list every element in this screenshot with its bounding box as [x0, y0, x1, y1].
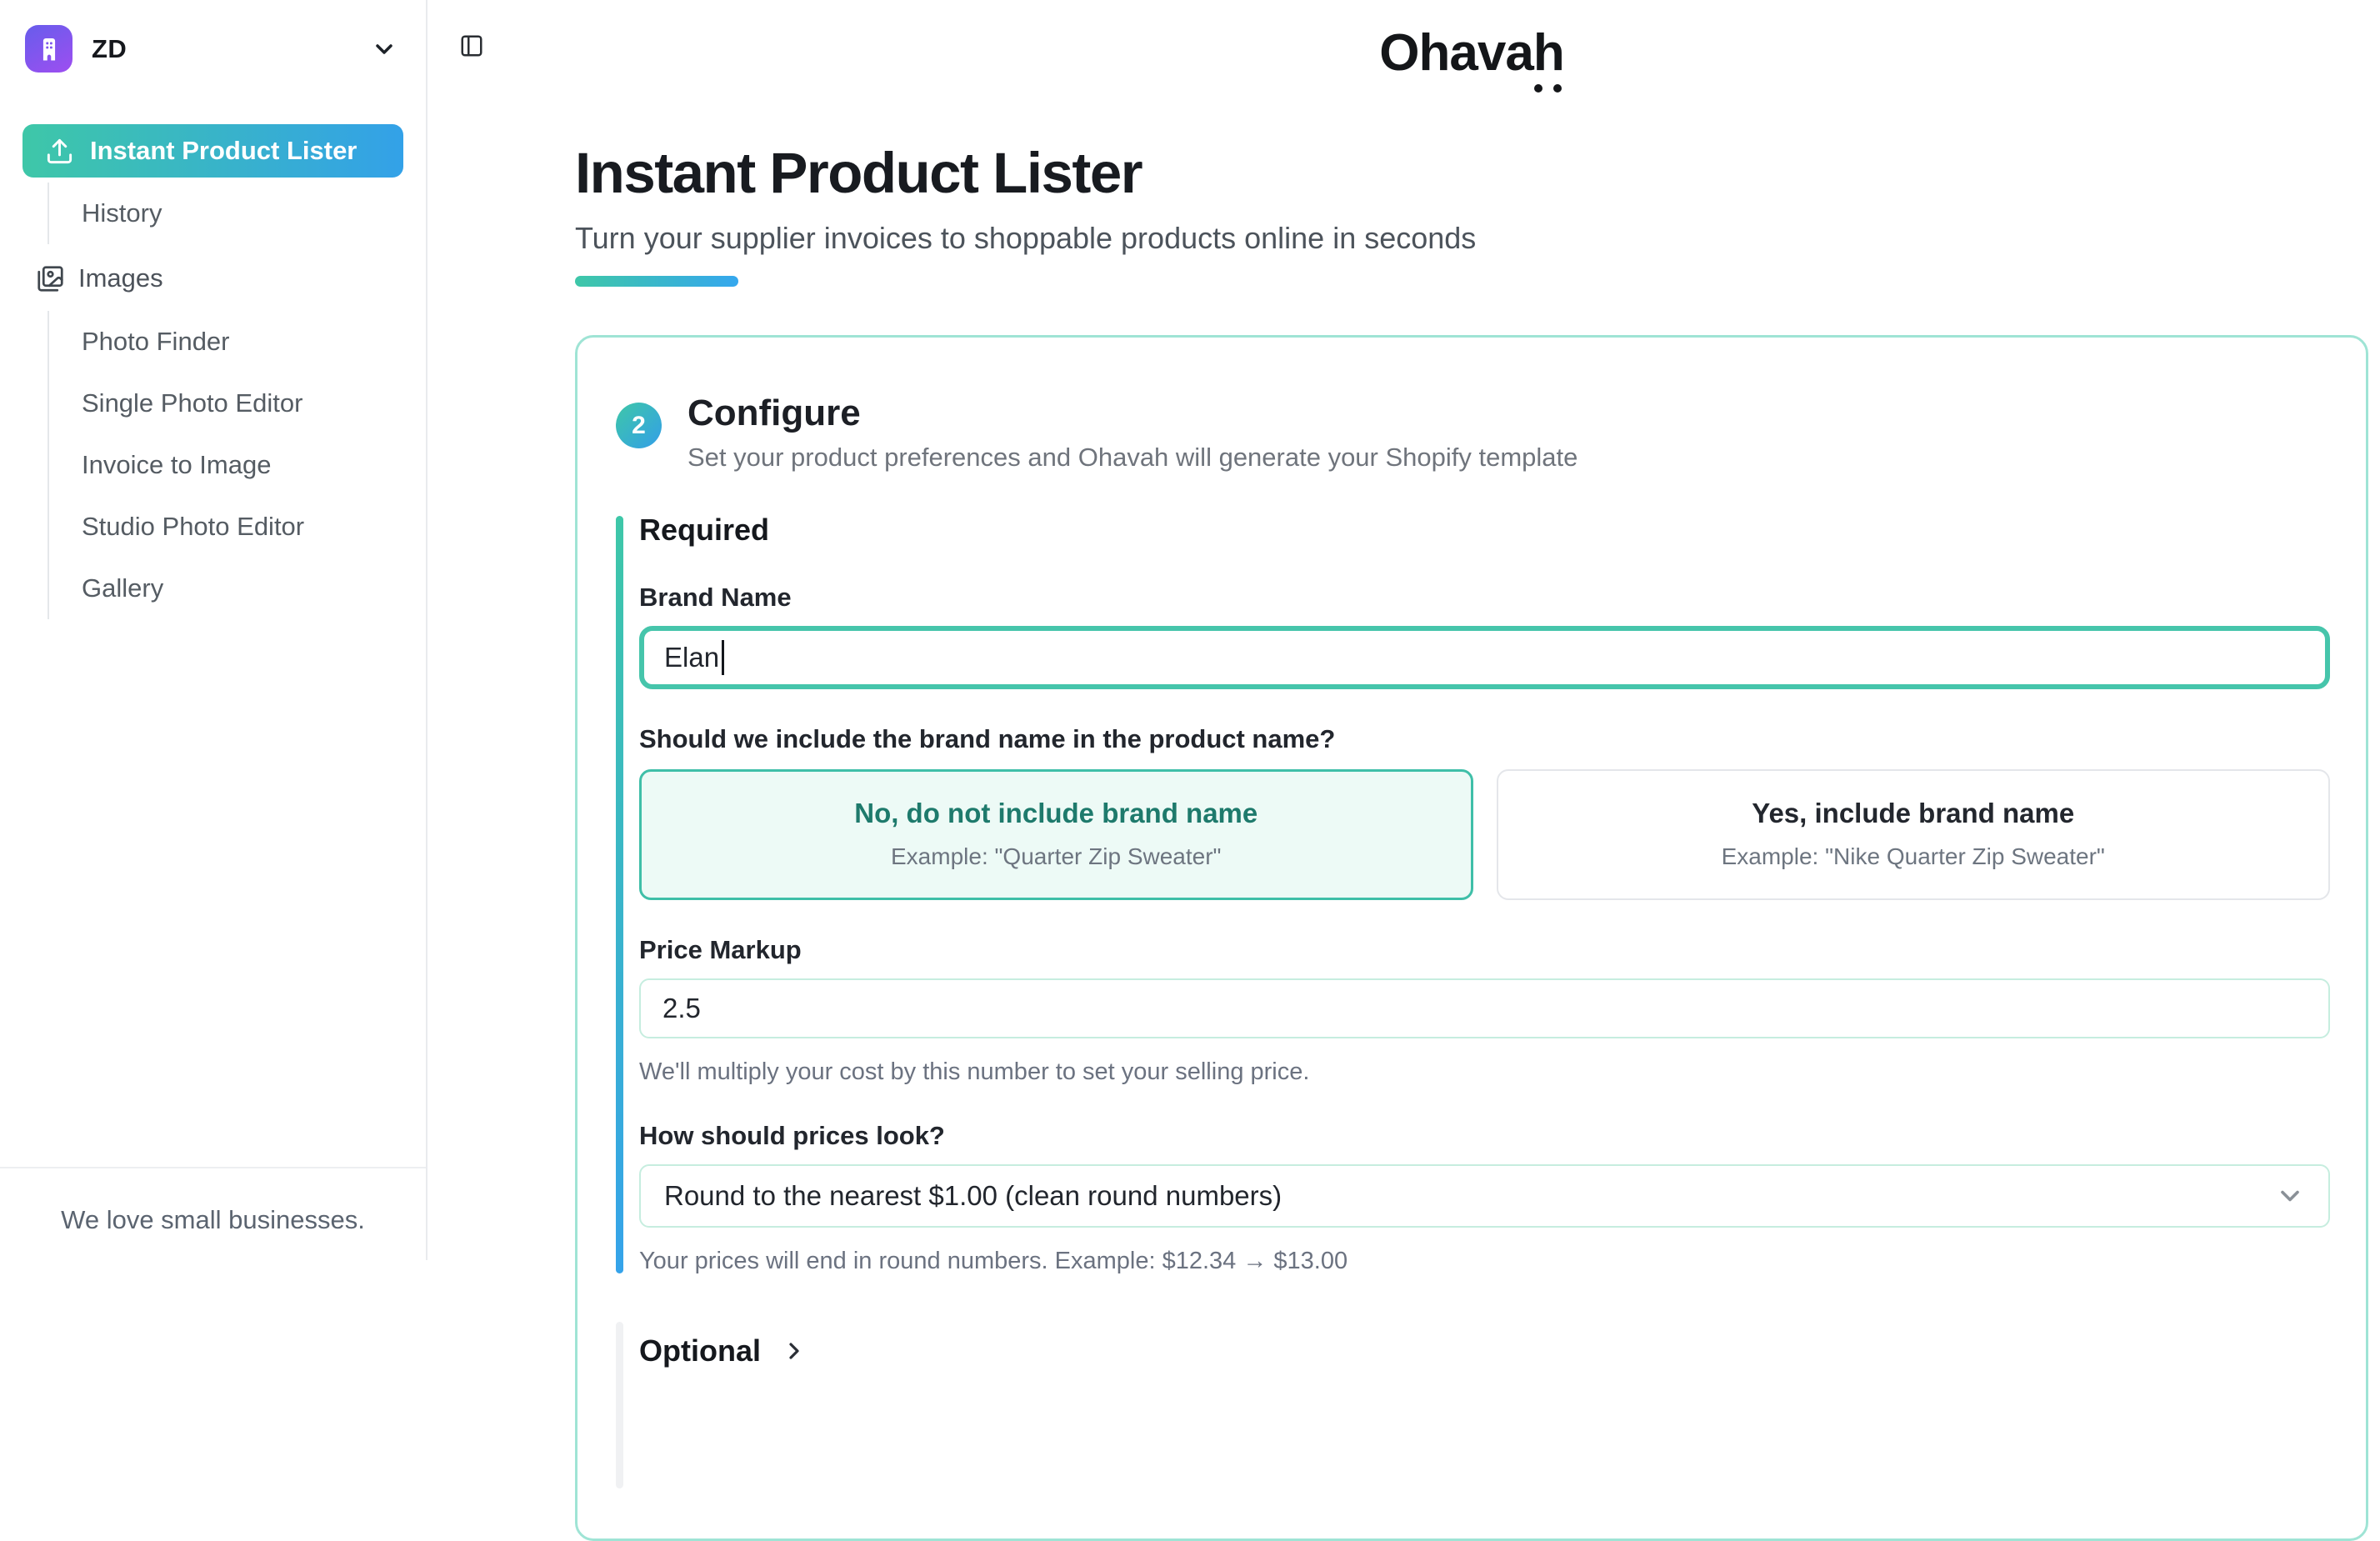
sidebar-item-label: Instant Product Lister	[90, 136, 358, 165]
sidebar-item-label: Studio Photo Editor	[82, 512, 305, 541]
sidebar-item-photo-finder[interactable]	[49, 311, 426, 373]
main-area	[428, 0, 2380, 1368]
optional-heading: Optional	[639, 1333, 761, 1368]
logo-cart-dots	[1534, 84, 1562, 93]
option-example: Example: "Quarter Zip Sweater"	[891, 843, 1222, 869]
sidebar-item-gallery[interactable]	[49, 558, 426, 619]
chevron-down-icon	[371, 36, 398, 63]
sidebar-item-label: Single Photo Editor	[82, 388, 303, 418]
sidebar-item-images[interactable]	[0, 246, 426, 311]
sidebar-item-single-photo-editor[interactable]	[49, 373, 426, 434]
price-rounding-helper: Your prices will end in round numbers. Example: $12.34 → $13.00	[639, 1248, 1348, 1274]
brand-name-input[interactable]	[639, 626, 2330, 689]
sidebar-footer-tagline: We love small businesses.	[0, 1167, 426, 1260]
required-section	[616, 513, 2330, 1275]
text-cursor	[722, 640, 724, 675]
sidebar-toggle-button[interactable]	[459, 33, 496, 70]
required-heading: Required	[639, 513, 770, 547]
sidebar-item-label: History	[82, 198, 162, 228]
header	[575, 0, 2368, 93]
sidebar-item-label: Images	[78, 263, 163, 293]
configure-card	[575, 335, 2368, 1541]
sidebar-item-label: Invoice to Image	[82, 450, 272, 479]
upload-icon	[45, 137, 74, 166]
title-underline	[575, 276, 738, 287]
building-icon	[25, 25, 72, 73]
step-title: Configure	[688, 393, 861, 433]
price-markup-label: Price Markup	[639, 935, 802, 964]
price-markup-helper: We'll multiply your cost by this number to set your selling price.	[639, 1058, 1310, 1085]
sidebar-item-label: Gallery	[82, 573, 164, 603]
step-header	[616, 393, 2330, 473]
option-yes-brand[interactable]	[1497, 769, 2331, 900]
brand-question-label: Should we include the brand name in the product name?	[639, 724, 1336, 753]
nav-group-lister	[48, 183, 426, 244]
page-title: Instant Product Lister	[575, 141, 1142, 205]
sidebar-item-invoice-to-image[interactable]	[49, 434, 426, 496]
workspace-switcher[interactable]	[0, 0, 426, 94]
sidebar-nav	[0, 124, 426, 619]
step-number-badge: 2	[616, 403, 662, 448]
price-rounding-select[interactable]	[639, 1164, 2330, 1228]
sidebar-item-studio-photo-editor[interactable]	[49, 496, 426, 558]
sidebar-item-history[interactable]	[49, 183, 426, 244]
logo-text: Ohavah	[1379, 23, 1564, 82]
option-example: Example: "Nike Quarter Zip Sweater"	[1721, 843, 2105, 869]
workspace-name: ZD	[92, 33, 128, 63]
price-rounding-value: Round to the nearest $1.00 (clean round numbers)	[664, 1180, 1282, 1211]
sidebar	[0, 0, 428, 1260]
ohavah-logo	[1379, 23, 1563, 83]
option-title: No, do not include brand name	[854, 798, 1258, 828]
step-subtitle: Set your product preferences and Ohavah will generate your Shopify template	[688, 443, 1578, 472]
brand-question-options	[639, 769, 2330, 900]
price-rounding-label: How should prices look?	[639, 1121, 945, 1150]
content-column	[575, 0, 2368, 1541]
images-icon	[37, 265, 64, 293]
brand-name-label: Brand Name	[639, 583, 792, 612]
sidebar-item-instant-product-lister[interactable]	[22, 124, 403, 178]
chevron-down-icon	[2275, 1181, 2305, 1211]
nav-group-images	[48, 311, 426, 619]
option-no-brand[interactable]	[639, 769, 1473, 900]
page-subtitle: Turn your supplier invoices to shoppable products online in seconds	[575, 221, 1477, 255]
price-markup-input[interactable]	[639, 978, 2330, 1038]
option-title: Yes, include brand name	[1752, 798, 2075, 828]
optional-section	[616, 1322, 2330, 1438]
chevron-right-icon	[781, 1338, 808, 1364]
brand-name-value: Elan	[664, 642, 720, 673]
optional-section-toggle[interactable]	[639, 1322, 2330, 1368]
sidebar-item-label: Photo Finder	[82, 327, 230, 356]
